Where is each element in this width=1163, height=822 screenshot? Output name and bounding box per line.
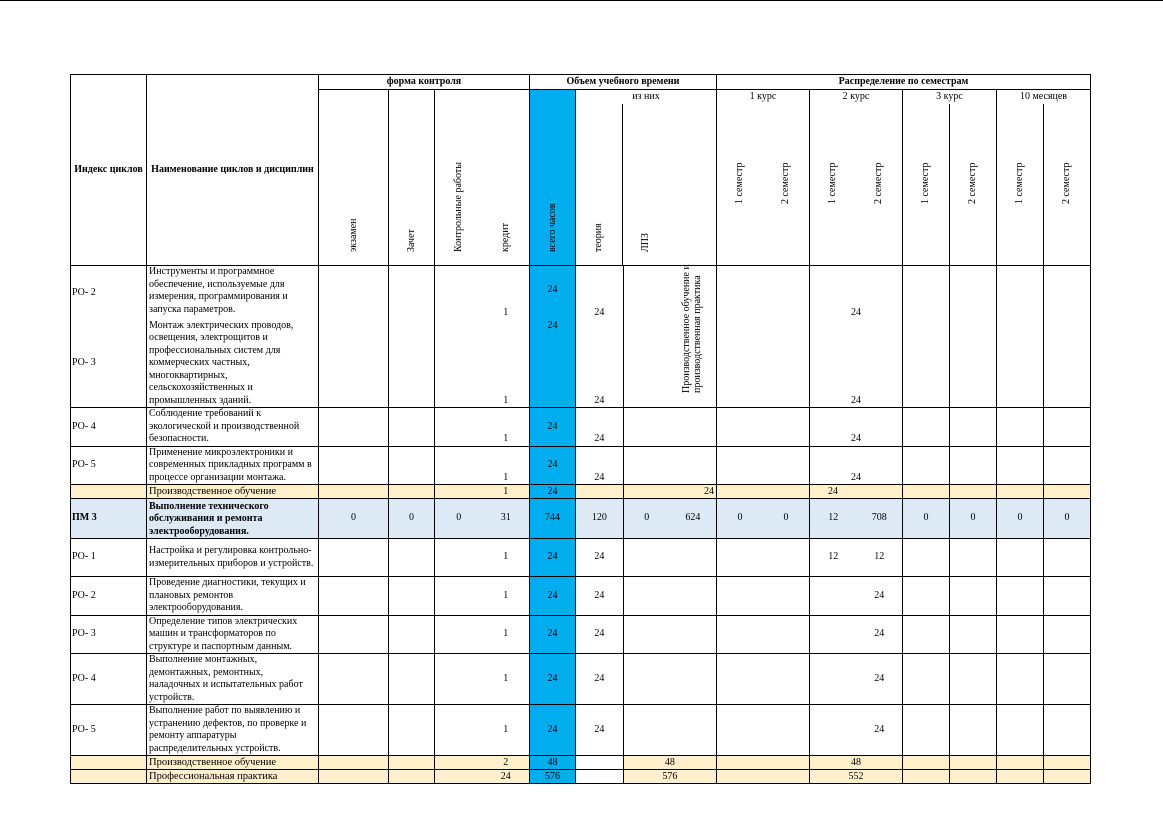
credit-cell: 1 (483, 539, 530, 577)
course-2-cell: 24 (810, 485, 903, 499)
total-cell: 48 (530, 756, 576, 770)
y2s2-cell: 24 (857, 577, 903, 616)
practice-cell: 576 (623, 770, 716, 784)
table-row (71, 446, 1091, 485)
row-name: Соблюдение требований к экологической и производственной безопасности. (147, 408, 319, 447)
table-row (71, 615, 1091, 654)
practice-row (71, 770, 1091, 784)
months-10-label: 10 месяцев (1019, 91, 1068, 102)
theory-cell: 24 (576, 654, 624, 705)
exam-cell (319, 266, 389, 408)
row-index: РО- 2 (71, 266, 147, 320)
y1s2-cell: 0 (763, 499, 810, 539)
header-control-work: Контрольные работы (435, 90, 483, 266)
header-theory: теория (576, 104, 623, 265)
module-name: Выполнение технического обслуживания и ремонта электрооборудования. (147, 499, 319, 539)
row-index: РО- 1 (71, 539, 147, 577)
credit-cell: 1 (483, 446, 530, 485)
table-row (71, 654, 1091, 705)
row-index: РО- 5 (71, 446, 147, 485)
theory-cell: 24 (576, 446, 624, 485)
credit-cell: 1 (483, 320, 530, 408)
row-name: Профессиональная практика (147, 770, 319, 784)
row-name: Настройка и регулировка контрольно-измерительных приборов и устройств. (147, 539, 319, 577)
total-cell: 24 (530, 408, 576, 447)
theory-cell: 24 (576, 539, 624, 577)
credit-cell: 1 (483, 408, 530, 447)
module-row (71, 499, 1091, 539)
total-cell: 24 (530, 577, 576, 616)
header-10-months (997, 90, 1091, 266)
y2s1-cell: 12 (810, 499, 857, 539)
curriculum-table (70, 74, 1091, 784)
total-cell: 744 (530, 499, 576, 539)
credit-cell: 2 (483, 756, 530, 770)
course-3-sem-1: 1 семестр (920, 162, 931, 204)
row-index: РО- 3 (71, 615, 147, 654)
y2s2-cell: 24 (857, 705, 903, 756)
course-2-cell: 48 (810, 756, 903, 770)
practice-cell: 24 (623, 485, 716, 499)
header-total-hours: всего часов (530, 90, 576, 266)
control-work-cell: 0 (435, 499, 483, 539)
months-10-sem-1: 1 семестр (1014, 162, 1025, 204)
theory-cell: 24 (576, 408, 624, 447)
table-row (71, 408, 1091, 447)
credit-cell: 31 (483, 499, 530, 539)
row-name: Применение микроэлектроники и современных прикладных программ в процессе организации монтажа. (147, 446, 319, 485)
total-cell: 24 (530, 266, 576, 320)
header-course-3 (903, 90, 997, 266)
row-index: РО- 4 (71, 654, 147, 705)
zachet-cell: 0 (389, 499, 435, 539)
m10s1-cell: 0 (997, 499, 1044, 539)
row-name: Монтаж электрических проводов, освещения, электрощитов и профессиональных систем для коммерческих частных, многоквартирных, сельскохозяйственных и промышленных зданий. (147, 320, 319, 408)
lpz-cell: 0 (623, 499, 670, 539)
total-cell: 24 (530, 539, 576, 577)
theory-cell: 24 (576, 615, 624, 654)
row-name: Выполнение работ по выявлению и устранению дефектов, по проверке и ремонту аппаратуры распределительных устройств. (147, 705, 319, 756)
total-cell: 24 (530, 705, 576, 756)
header-of-them-label: из них (632, 91, 660, 102)
total-cell: 24 (530, 446, 576, 485)
row-name: Определение типов электрических машин и трансформаторов по структуре и паспортным данным. (147, 615, 319, 654)
header-volume-group: Объем учебного времени (530, 75, 717, 90)
row-name: Проведение диагностики, текущих и плановых ремонтов электрооборудования. (147, 577, 319, 616)
header-lpz: ЛПЗ (640, 232, 651, 252)
credit-cell: 1 (483, 266, 530, 320)
course-3-label: 3 курс (936, 91, 963, 102)
control-work-cell (435, 266, 483, 408)
y2s2-cell: 12 (857, 539, 903, 577)
total-cell: 24 (530, 654, 576, 705)
y3s1-cell: 0 (903, 499, 950, 539)
credit-cell: 24 (483, 770, 530, 784)
zachet-cell (389, 266, 435, 408)
row-name: Производственное обучение (147, 756, 319, 770)
row-index: РО- 2 (71, 577, 147, 616)
summary-row (71, 485, 1091, 499)
row-index: РО- 4 (71, 408, 147, 447)
header-course-2 (810, 90, 903, 266)
theory-cell: 24 (576, 266, 624, 320)
course-1-sem-1: 1 семестр (734, 162, 745, 204)
y2s2-cell: 708 (857, 499, 903, 539)
header-distribution-group: Распределение по семестрам (717, 75, 1091, 90)
total-cell: 24 (530, 485, 576, 499)
header-practice: Производственное обучение и производственная практика (680, 264, 703, 393)
course-2-cell: 24 (810, 320, 903, 408)
header-credit: кредит (483, 90, 530, 266)
table-row (71, 266, 1091, 320)
header-course-1 (717, 90, 810, 266)
row-name: Выполнение монтажных, демонтажных, ремонтных, наладочных и испытательных работ устройств. (147, 654, 319, 705)
theory-cell: 24 (576, 577, 624, 616)
course-2-label: 2 курс (842, 91, 870, 102)
months-10-sem-2: 2 семестр (1061, 162, 1072, 204)
total-cell: 24 (530, 615, 576, 654)
header-zachet: Зачет (389, 90, 435, 266)
course-1-cell (717, 266, 810, 408)
summary-row (71, 756, 1091, 770)
practice-cell: 48 (623, 756, 716, 770)
course-2-sem-1: 1 семестр (827, 162, 838, 204)
header-control-group: форма контроля (319, 75, 530, 90)
course-2-cell: 24 (810, 446, 903, 485)
theory-cell: 120 (576, 499, 624, 539)
y2s2-cell: 24 (857, 615, 903, 654)
table-row (71, 539, 1091, 577)
y2s1-cell: 12 (810, 539, 857, 577)
header-exam: экзамен (319, 90, 389, 266)
credit-cell: 1 (483, 654, 530, 705)
credit-cell: 1 (483, 615, 530, 654)
total-cell: 24 (530, 320, 576, 408)
exam-cell: 0 (319, 499, 389, 539)
header-row-groups (71, 75, 1091, 90)
table-row (71, 705, 1091, 756)
row-index: РО- 5 (71, 705, 147, 756)
table-row (71, 577, 1091, 616)
header-index: Индекс циклов (71, 75, 147, 266)
course-2-cell: 24 (810, 266, 903, 320)
header-name: Наименование циклов и дисциплин (147, 75, 319, 266)
credit-cell: 1 (483, 705, 530, 756)
row-index: РО- 3 (71, 320, 147, 408)
module-index: ПМ 3 (71, 499, 147, 539)
row-name: Производственное обучение (147, 485, 319, 499)
practice-cell: 624 (670, 499, 717, 539)
total-cell: 576 (530, 770, 576, 784)
theory-cell: 24 (576, 320, 624, 408)
theory-cell: 24 (576, 705, 624, 756)
credit-cell: 1 (483, 577, 530, 616)
row-name: Инструменты и программное обеспечение, используемые для измерения, программирования и запуска параметров. (147, 266, 319, 320)
course-1-label: 1 курс (749, 91, 777, 102)
page-top-border (0, 0, 1163, 1)
credit-cell: 1 (483, 485, 530, 499)
course-3-sem-2: 2 семестр (967, 162, 978, 204)
course-2-cell: 24 (810, 408, 903, 447)
course-2-cell: 552 (810, 770, 903, 784)
y1s1-cell: 0 (717, 499, 764, 539)
course-2-sem-2: 2 семестр (873, 162, 884, 204)
y2s2-cell: 24 (857, 654, 903, 705)
y3s2-cell: 0 (950, 499, 997, 539)
m10s2-cell: 0 (1044, 499, 1091, 539)
course-1-sem-2: 2 семестр (780, 162, 791, 204)
